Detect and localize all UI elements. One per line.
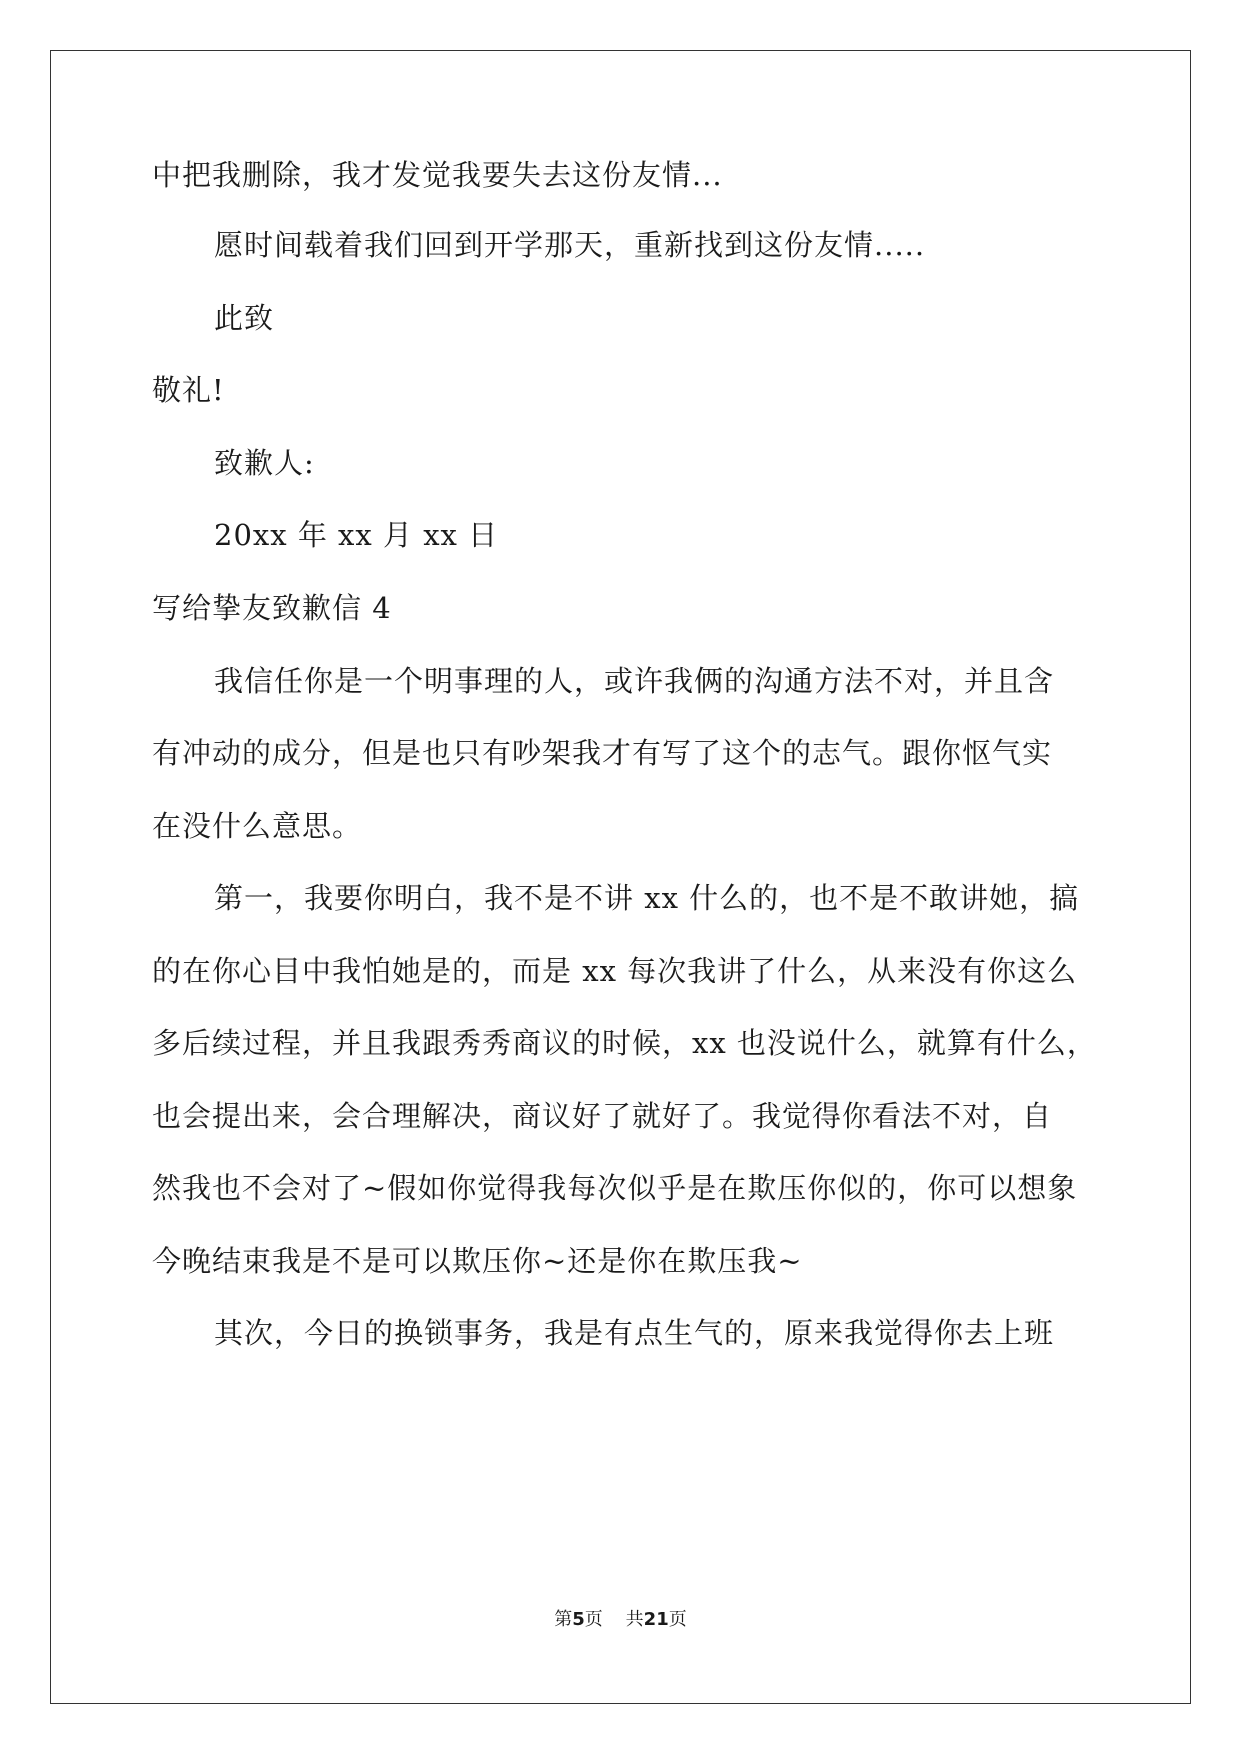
date-line: 20xx 年 xx 月 xx 日 bbox=[214, 518, 499, 552]
footer-page-prefix: 第 bbox=[554, 1609, 573, 1630]
text-line-2: 愿时间载着我们回到开学那天，重新找到这份友情..... bbox=[214, 228, 926, 262]
footer-page-suffix: 页 bbox=[584, 1609, 603, 1630]
text-line-14: 也会提出来，会合理解决，商议好了就好了。我觉得你看法不对，自 bbox=[152, 1099, 1053, 1133]
text-line-15: 然我也不会对了~假如你觉得我每次似乎是在欺压你似的，你可以想象 bbox=[152, 1171, 1078, 1205]
signature-label: 致歉人: bbox=[214, 446, 315, 480]
text-line-9: 有冲动的成分，但是也只有吵架我才有写了这个的志气。跟你怄气实 bbox=[152, 736, 1053, 770]
closing-salutation: 此致 bbox=[214, 301, 275, 335]
text-line-10: 在没什么意思。 bbox=[152, 809, 363, 843]
text-line-11: 第一，我要你明白，我不是不讲 xx 什么的，也不是不敢讲她，搞 bbox=[214, 881, 1080, 915]
text-line-1: 中把我删除，我才发觉我要失去这份友情... bbox=[152, 158, 723, 192]
page-footer bbox=[0, 1608, 1241, 1632]
footer-total-suffix: 页 bbox=[668, 1609, 687, 1630]
footer-total-prefix: 共 bbox=[625, 1609, 644, 1630]
section-title: 写给挚友致歉信 4 bbox=[152, 591, 392, 625]
text-line-12: 的在你心目中我怕她是的，而是 xx 每次我讲了什么，从来没有你这么 bbox=[152, 954, 1078, 988]
text-line-13: 多后续过程，并且我跟秀秀商议的时候，xx 也没说什么，就算有什么， bbox=[152, 1026, 1097, 1060]
footer-page-number: 5 bbox=[572, 1609, 585, 1630]
text-line-8: 我信任你是一个明事理的人，或许我俩的沟通方法不对，并且含 bbox=[214, 664, 1055, 698]
text-line-17: 其次，今日的换锁事务，我是有点生气的，原来我觉得你去上班 bbox=[214, 1316, 1055, 1350]
text-line-16: 今晚结束我是不是可以欺压你~还是你在欺压我~ bbox=[152, 1244, 803, 1278]
footer-total-pages: 21 bbox=[643, 1609, 669, 1630]
closing-regards: 敬礼! bbox=[152, 373, 225, 407]
